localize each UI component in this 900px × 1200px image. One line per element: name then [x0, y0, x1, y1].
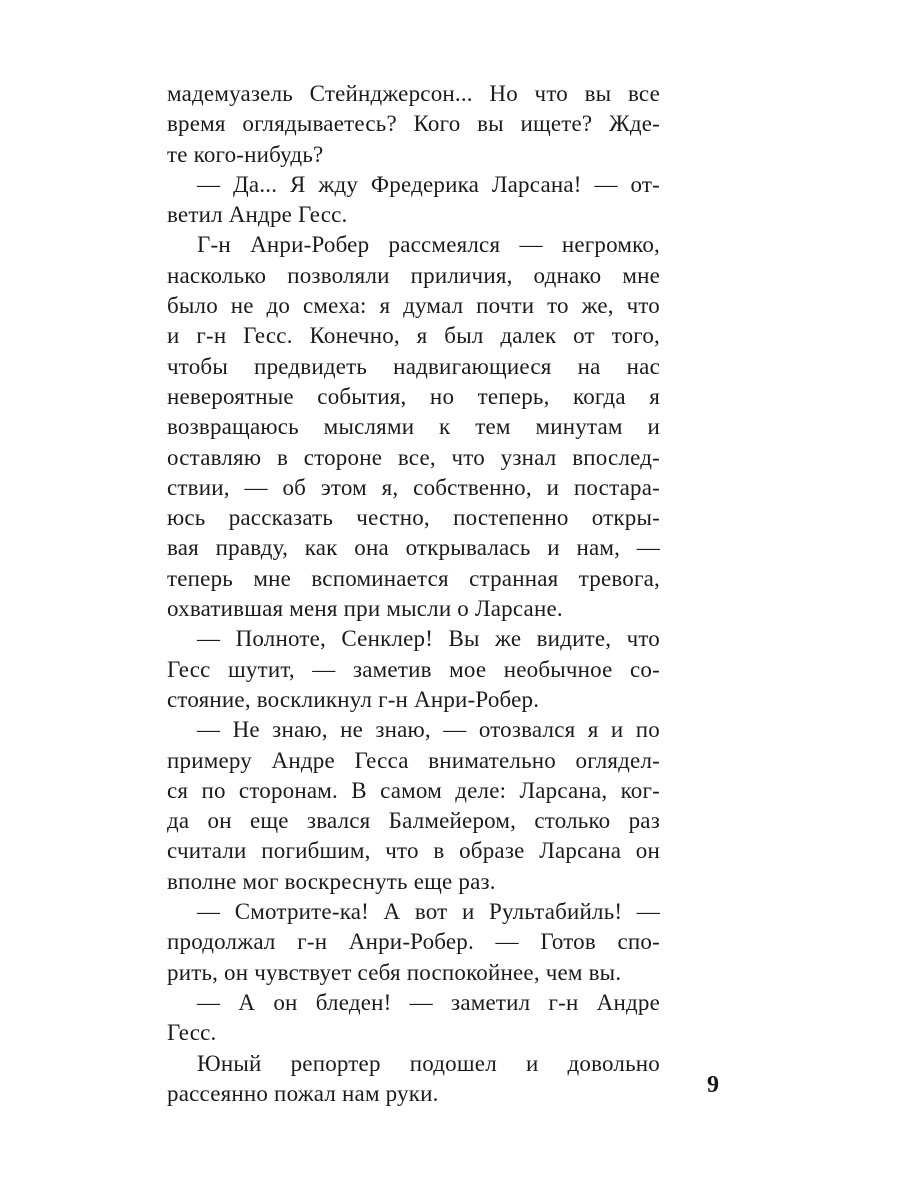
text-line: ветил Андре Гесс.	[167, 202, 348, 228]
text-line: рассеянно пожал нам руки.	[167, 1080, 439, 1106]
text-line: — Не знаю, не знаю, — отозвался я и по	[197, 717, 660, 743]
text-line: — А он бледен! — заметил г-н Андре	[197, 989, 660, 1015]
text-line: Г-н Анри-Робер рассмеялся — негромко,	[197, 232, 660, 258]
text-line: насколько позволяли приличия, однако мне	[167, 262, 660, 288]
page-number: 9	[707, 1072, 719, 1098]
text-line: мадемуазель Стейнджерсон... Но что вы все	[167, 81, 660, 106]
text-line: Юный репортер подошел и довольно	[197, 1050, 660, 1076]
text-line: юсь рассказать честно, постепенно откры-	[167, 505, 660, 531]
text-line: да он еще звался Балмейером, столько раз	[167, 808, 660, 834]
text-line: теперь мне вспоминается странная тревога,	[167, 565, 660, 591]
text-line: чтобы предвидеть надвигающиеся на нас	[167, 353, 660, 379]
text-line: время оглядываетесь? Кого вы ищете? Жде-	[167, 111, 660, 137]
text-line: — Да... Я жду Фредерика Ларсана! — от-	[197, 171, 660, 197]
text-line: Гесс шутит, — заметив мое необычное со-	[167, 656, 660, 682]
text-line: оставляю в стороне все, что узнал впослед-	[167, 444, 660, 470]
text-line: охватившая меня при мысли о Ларсане.	[167, 596, 563, 622]
text-line: примеру Андре Гесса внимательно оглядел-	[167, 747, 660, 773]
text-line: вая правду, как она открывалась и нам, —	[167, 535, 660, 561]
text-line: стояние, воскликнул г-н Анри-Робер.	[167, 686, 540, 712]
text-line: вполне мог воскреснуть еще раз.	[167, 868, 496, 894]
text-line: продолжал г-н Анри-Робер. — Готов спо-	[167, 929, 660, 955]
text-column	[167, 79, 660, 1109]
text-line: невероятные события, но теперь, когда я	[167, 383, 660, 409]
text-line: Гесс.	[167, 1020, 217, 1046]
text-line: возвращаюсь мыслями к тем минутам и	[167, 414, 660, 440]
text-line: — Смотрите-ка! А вот и Рультабийль! —	[197, 899, 660, 925]
text-line: считали погибшим, что в образе Ларсана он	[167, 838, 660, 864]
text-line: ся по сторонам. В самом деле: Ларсана, ког-	[167, 777, 660, 803]
text-line: ствии, — об этом я, собственно, и постара-	[167, 474, 660, 500]
text-line: те кого-нибудь?	[167, 141, 324, 167]
text-line: рить, он чувствует себя поспокойнее, чем вы.	[167, 959, 622, 985]
text-line: — Полноте, Сенклер! Вы же видите, что	[197, 626, 660, 652]
text-line: и г-н Гесс. Конечно, я был далек от того,	[167, 323, 660, 349]
text-line: было не до смеха: я думал почти то же, что	[167, 293, 660, 319]
